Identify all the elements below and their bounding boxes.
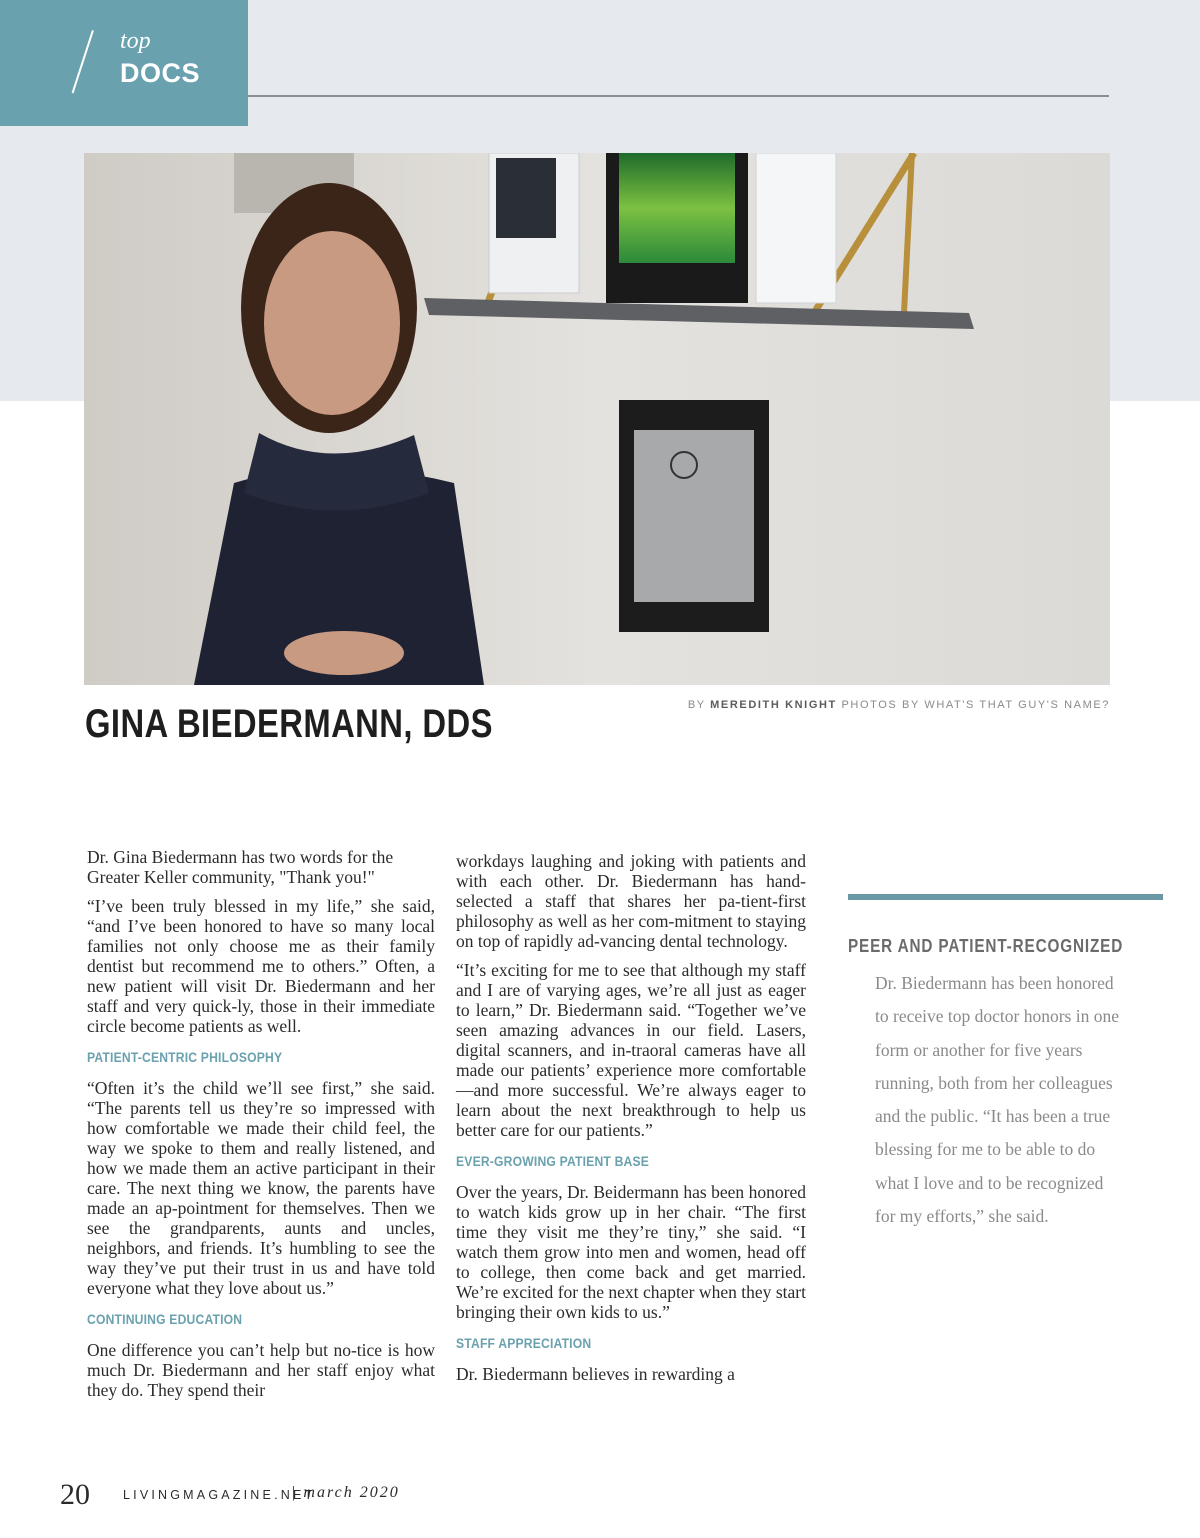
sidebar-heading: PEER AND PATIENT-RECOGNIZED xyxy=(848,936,1124,956)
section-tab-docs: DOCS xyxy=(120,58,201,88)
footer-site: LIVINGMAGAZINE.NET xyxy=(123,1488,316,1502)
article-column-2 xyxy=(456,851,806,1393)
byline-credit xyxy=(600,699,1110,711)
section-tab xyxy=(0,0,248,126)
subheading-patient-base: EVER-GROWING PATIENT BASE xyxy=(456,1154,650,1169)
paragraph: One difference you can’t help but no-tice is how much Dr. Biedermann and her staff enjoy what they do. They spend their xyxy=(87,1340,435,1400)
byline-prefix: BY xyxy=(687,699,711,711)
header-rule xyxy=(248,95,1109,97)
slash-divider xyxy=(72,30,94,93)
paragraph: “Often it’s the child we’ll see first,” she said. “The parents tell us they’re so impressed with how comfortable we made their child feel, the way we spoke to them and really listened, and how we made them an active participant in their care. The next thing we know, the parents have made an ap-pointment for themselves. Then we see the grandparents, aunts and uncles, neighbors, and friends. It’s humbling to see the way they’ve put their trust in us and have told everyone what they love about us.” xyxy=(87,1078,435,1298)
article-column-1 xyxy=(87,847,435,1409)
portrait-photo xyxy=(84,153,1110,685)
paragraph: “I’ve been truly blessed in my life,” she said, “and I’ve been honored to have so many local families not only choose me as their family dentist but recommend me to others.” Often, a new patient will visit Dr. Biedermann and her staff and very quick-ly, those in their immediate circle become patients as well. xyxy=(87,896,435,1036)
paragraph: Dr. Gina Biedermann has two words for the Greater Keller community, "Thank you!" xyxy=(87,847,394,887)
paragraph: Over the years, Dr. Beidermann has been honored to watch kids grow up in her chair. “The first time they visit me they’re tiny,” she said. “I watch them grow into men and women, head off to college, then come back and get married. We’re excited for the next chapter when they start bringing their own kids to us.” xyxy=(456,1182,806,1322)
subheading-staff-appreciation: STAFF APPRECIATION xyxy=(456,1336,592,1351)
section-tab-top: top xyxy=(120,28,151,54)
subheading-patient-centric: PATIENT-CENTRIC PHILOSOPHY xyxy=(87,1050,283,1065)
page-number: 20 xyxy=(60,1478,90,1511)
footer-issue: | march 2020 xyxy=(291,1484,400,1501)
sidebar-rule xyxy=(848,894,1163,900)
subheading-continuing-education: CONTINUING EDUCATION xyxy=(87,1312,243,1327)
paragraph: workdays laughing and joking with patients and with each other. Dr. Biedermann has hand-selected a staff that shares her pa-tient-first philosophy as well as her com-mitment to staying on top of rapidly ad-vancing dental technology. xyxy=(456,851,806,951)
paragraph: “It’s exciting for me to see that although my staff and I are of varying ages, we’re all just as eager to learn,” Dr. Biedermann said. “Together we’ve seen amazing advances in our field. Lasers, digital scanners, and in-traoral cameras have all made our patients’ experience more comfortable—and more successful. We’re always eager to learn about the next breakthrough to help us better care for our patients.” xyxy=(456,960,806,1140)
photo-credit: PHOTOS BY WHAT'S THAT GUY'S NAME? xyxy=(836,699,1110,711)
paragraph: Dr. Biedermann believes in rewarding a xyxy=(456,1364,735,1384)
byline-author: MEREDITH KNIGHT xyxy=(710,699,837,711)
sidebar-text: Dr. Biedermann has been honored to receive top doctor honors in one form or another for five years running, both from her colleagues and the public. “It has been a true blessing for me to be able to do what I love and to be recognized for my efforts,” she said. xyxy=(875,973,1119,1227)
article-title: GINA BIEDERMANN, DDS xyxy=(85,702,493,746)
